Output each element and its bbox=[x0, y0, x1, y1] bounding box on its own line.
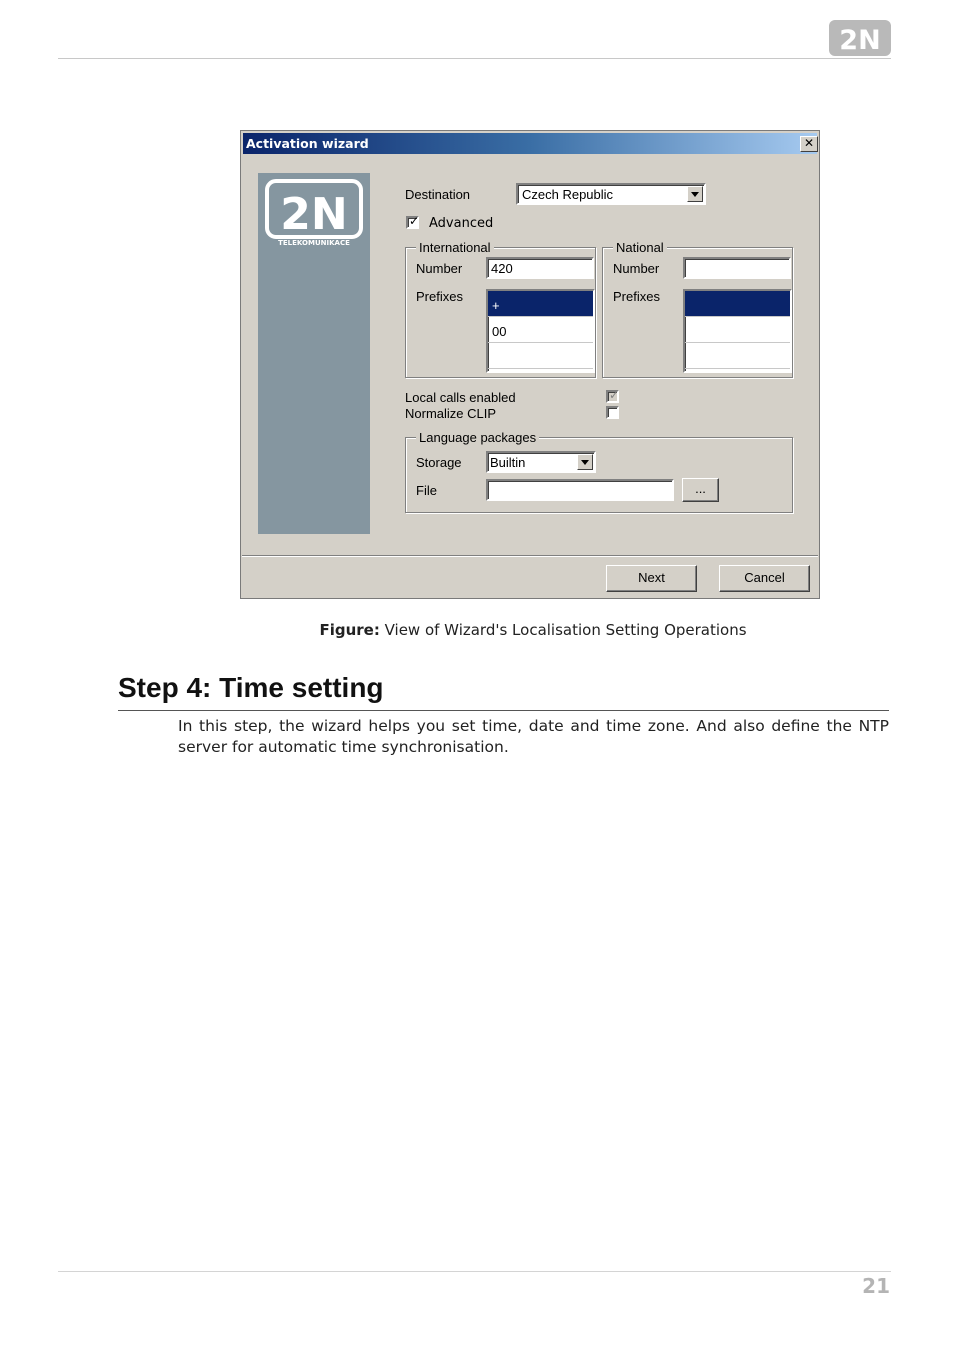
wizard-logo-text: 2N bbox=[280, 189, 348, 239]
section-body: In this step, the wizard helps you set time, date and time zone. And also define the NTP server for automatic time synchronisation. bbox=[178, 717, 889, 756]
national-title: National bbox=[613, 240, 667, 255]
national-group bbox=[602, 240, 793, 378]
storage-label: Storage bbox=[416, 455, 462, 470]
list-item[interactable]: 00 bbox=[488, 317, 593, 343]
intl-number-input[interactable] bbox=[486, 257, 594, 279]
natl-number-label: Number bbox=[613, 261, 660, 276]
language-packages-title: Language packages bbox=[416, 430, 539, 445]
intl-prefixes-label: Prefixes bbox=[416, 289, 463, 304]
list-item[interactable] bbox=[685, 343, 790, 369]
logo-text: 2N bbox=[839, 25, 881, 56]
destination-label: Destination bbox=[405, 187, 471, 202]
international-group bbox=[405, 240, 596, 378]
intl-number-label: Number bbox=[416, 261, 463, 276]
caption-text: View of Wizard's Localisation Setting Operations bbox=[379, 621, 747, 639]
heading-rule bbox=[118, 710, 889, 711]
language-packages-group bbox=[405, 430, 793, 513]
file-input[interactable] bbox=[486, 479, 674, 501]
wizard-logo bbox=[265, 179, 363, 239]
chevron-down-icon[interactable] bbox=[687, 186, 703, 202]
header-rule bbox=[58, 58, 891, 59]
list-item[interactable]: + bbox=[488, 291, 593, 317]
figure-caption bbox=[0, 621, 954, 639]
advanced-label: Advanced bbox=[429, 216, 494, 231]
intl-number-value: 420 bbox=[491, 261, 513, 276]
caption-label: Figure: bbox=[319, 621, 380, 639]
local-calls-label: Local calls enabled bbox=[405, 390, 516, 405]
close-button[interactable] bbox=[800, 136, 818, 152]
browse-button[interactable]: ... bbox=[682, 478, 719, 502]
file-label: File bbox=[416, 483, 437, 498]
international-title: International bbox=[416, 240, 494, 255]
list-item[interactable] bbox=[685, 317, 790, 343]
brand-logo bbox=[828, 19, 892, 57]
brand-subtitle: TELEKOMUNIKACE bbox=[278, 239, 350, 247]
list-item[interactable] bbox=[685, 291, 790, 317]
storage-combo[interactable] bbox=[486, 451, 596, 473]
activation-wizard-dialog bbox=[240, 130, 820, 599]
close-icon: ✕ bbox=[803, 136, 815, 150]
check-icon: ✓ bbox=[409, 214, 420, 228]
intl-prefixes-list[interactable] bbox=[486, 289, 595, 373]
dialog-footer-separator bbox=[242, 555, 818, 557]
footer-rule bbox=[58, 1271, 891, 1272]
destination-value: Czech Republic bbox=[522, 187, 614, 202]
side-panel bbox=[258, 173, 370, 534]
natl-number-input[interactable] bbox=[683, 257, 791, 279]
check-icon: ✓ bbox=[609, 388, 620, 402]
destination-combo[interactable] bbox=[516, 183, 706, 205]
advanced-checkbox[interactable] bbox=[406, 216, 419, 229]
title-bar[interactable] bbox=[243, 133, 817, 154]
normalize-clip-checkbox[interactable] bbox=[606, 406, 619, 419]
chevron-down-icon[interactable] bbox=[577, 454, 593, 470]
local-calls-checkbox[interactable] bbox=[606, 390, 619, 403]
storage-value: Builtin bbox=[490, 455, 526, 470]
page-number: 21 bbox=[862, 1274, 890, 1298]
list-item[interactable] bbox=[488, 343, 593, 369]
next-button[interactable]: Next bbox=[606, 565, 697, 592]
natl-prefixes-list[interactable] bbox=[683, 289, 792, 373]
cancel-button[interactable]: Cancel bbox=[719, 565, 810, 592]
natl-prefixes-label: Prefixes bbox=[613, 289, 660, 304]
section-heading: Step 4: Time setting bbox=[118, 672, 384, 703]
normalize-clip-label: Normalize CLIP bbox=[405, 406, 497, 421]
dialog-title: Activation wizard bbox=[246, 136, 369, 151]
